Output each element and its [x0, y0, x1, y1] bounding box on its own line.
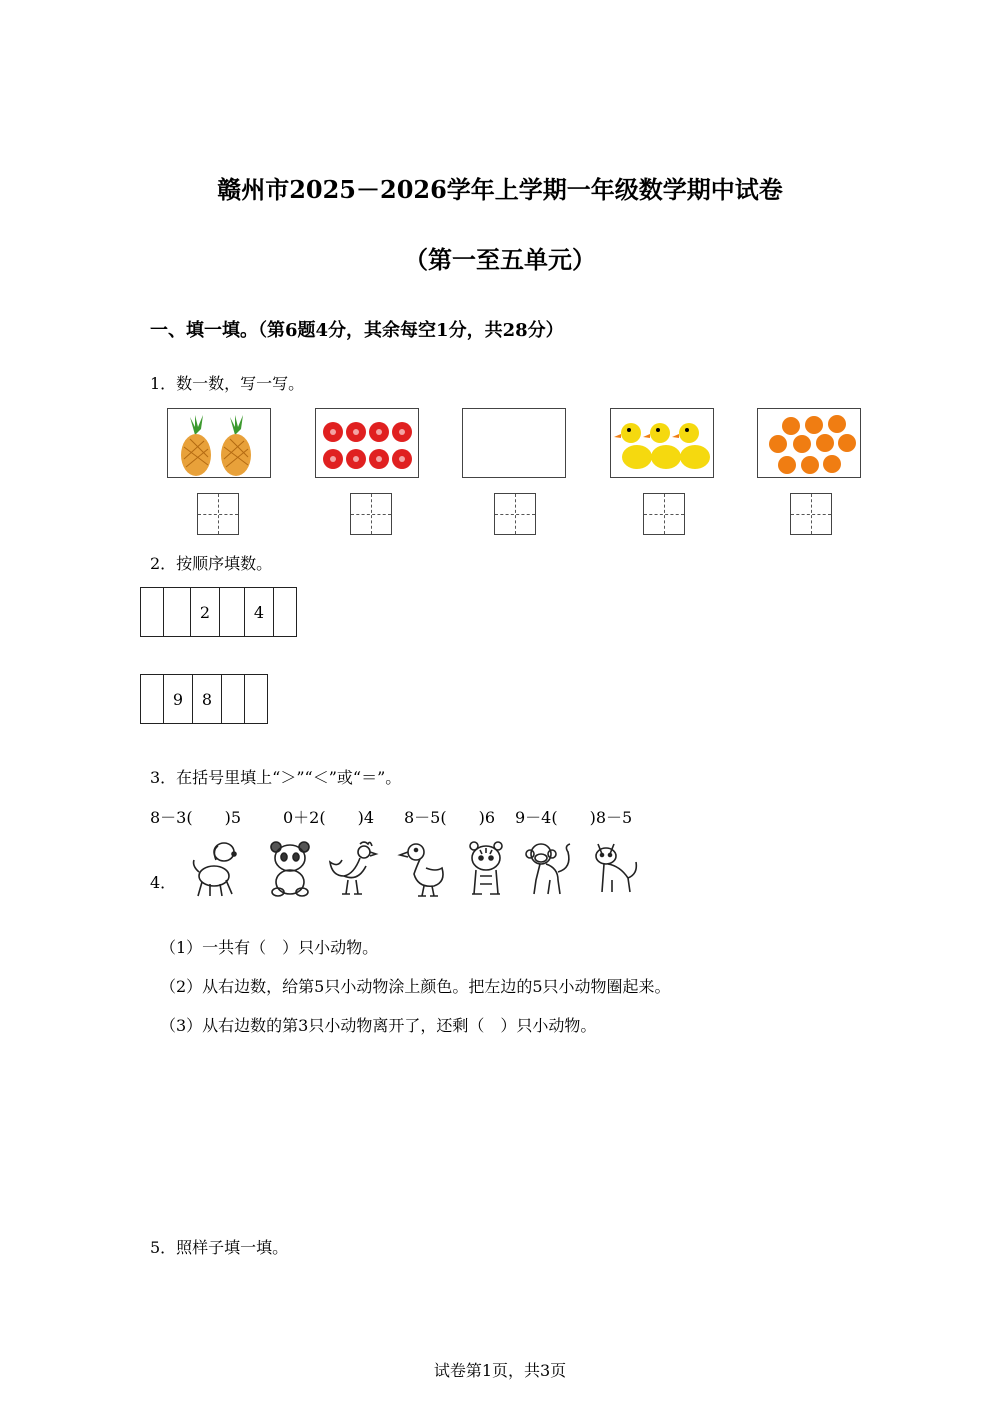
question-4-sub-3: （3）从右边数的第3只小动物离开了，还剩（ ）只小动物。 [160, 1016, 597, 1035]
sequence-table-1 [140, 587, 297, 637]
compare-item-4[interactable]: 9－4( )8－5 [515, 808, 633, 827]
rooster-icon [324, 838, 380, 900]
panda-icon [262, 838, 318, 900]
section-one-heading: 一、填一填。（第6题4分，其余每空1分，共28分） [150, 320, 564, 341]
compare-item-1[interactable]: 8－3( )5 [150, 808, 242, 827]
compare-item-3[interactable]: 8－5( )6 [404, 808, 496, 827]
tiger-icon [458, 838, 514, 900]
answer-box-3[interactable] [494, 493, 536, 535]
sequence-cell[interactable] [245, 675, 268, 724]
sequence-cell[interactable] [274, 588, 297, 637]
dog-icon [188, 838, 244, 900]
question-4-sub-2: （2）从右边数，给第5只小动物涂上颜色。把左边的5只小动物圈起来。 [160, 977, 671, 996]
monkey-icon [522, 838, 578, 900]
answer-box-4[interactable] [643, 493, 685, 535]
sequence-cell[interactable] [222, 675, 245, 724]
duck-icon [611, 409, 714, 478]
page-footer: 试卷第1页，共3页 [433, 1361, 567, 1380]
question-4-sub-1: （1）一共有（ ）只小动物。 [160, 938, 379, 957]
sequence-cell: 2 [191, 588, 220, 637]
flower-icon [316, 409, 419, 478]
exam-title: 赣州市2025－2026学年上学期一年级数学期中试卷 [217, 175, 783, 204]
answer-box-5[interactable] [790, 493, 832, 535]
cat-icon [590, 838, 646, 900]
picture-box-ducks [610, 408, 714, 478]
sequence-cell[interactable] [141, 675, 164, 724]
picture-box-oranges [757, 408, 861, 478]
sequence-cell: 4 [245, 588, 274, 637]
sequence-cell[interactable] [164, 588, 191, 637]
compare-item-2[interactable]: 0＋2( )4 [283, 808, 375, 827]
question-2-label: 2．按顺序填数。 [150, 554, 273, 573]
sequence-cell: 8 [193, 675, 222, 724]
sequence-table-2 [140, 674, 268, 724]
answer-box-2[interactable] [350, 493, 392, 535]
orange-icon [758, 409, 861, 478]
question-3-label: 3．在括号里填上“＞”“＜”或“＝”。 [150, 768, 402, 787]
sequence-cell[interactable] [220, 588, 245, 637]
picture-box-flowers [315, 408, 419, 478]
sequence-cell: 9 [164, 675, 193, 724]
sequence-cell[interactable] [141, 588, 164, 637]
picture-box-pineapples [167, 408, 271, 478]
answer-box-1[interactable] [197, 493, 239, 535]
picture-box-empty [462, 408, 566, 478]
question-4-label: 4． [150, 873, 177, 892]
question-5-label: 5．照样子填一填。 [150, 1238, 289, 1257]
question-1-label: 1．数一数，写一写。 [150, 374, 305, 393]
exam-subtitle: （第一至五单元） [404, 245, 596, 274]
duck-outline-icon [396, 838, 452, 900]
pineapple-icon [168, 409, 271, 478]
